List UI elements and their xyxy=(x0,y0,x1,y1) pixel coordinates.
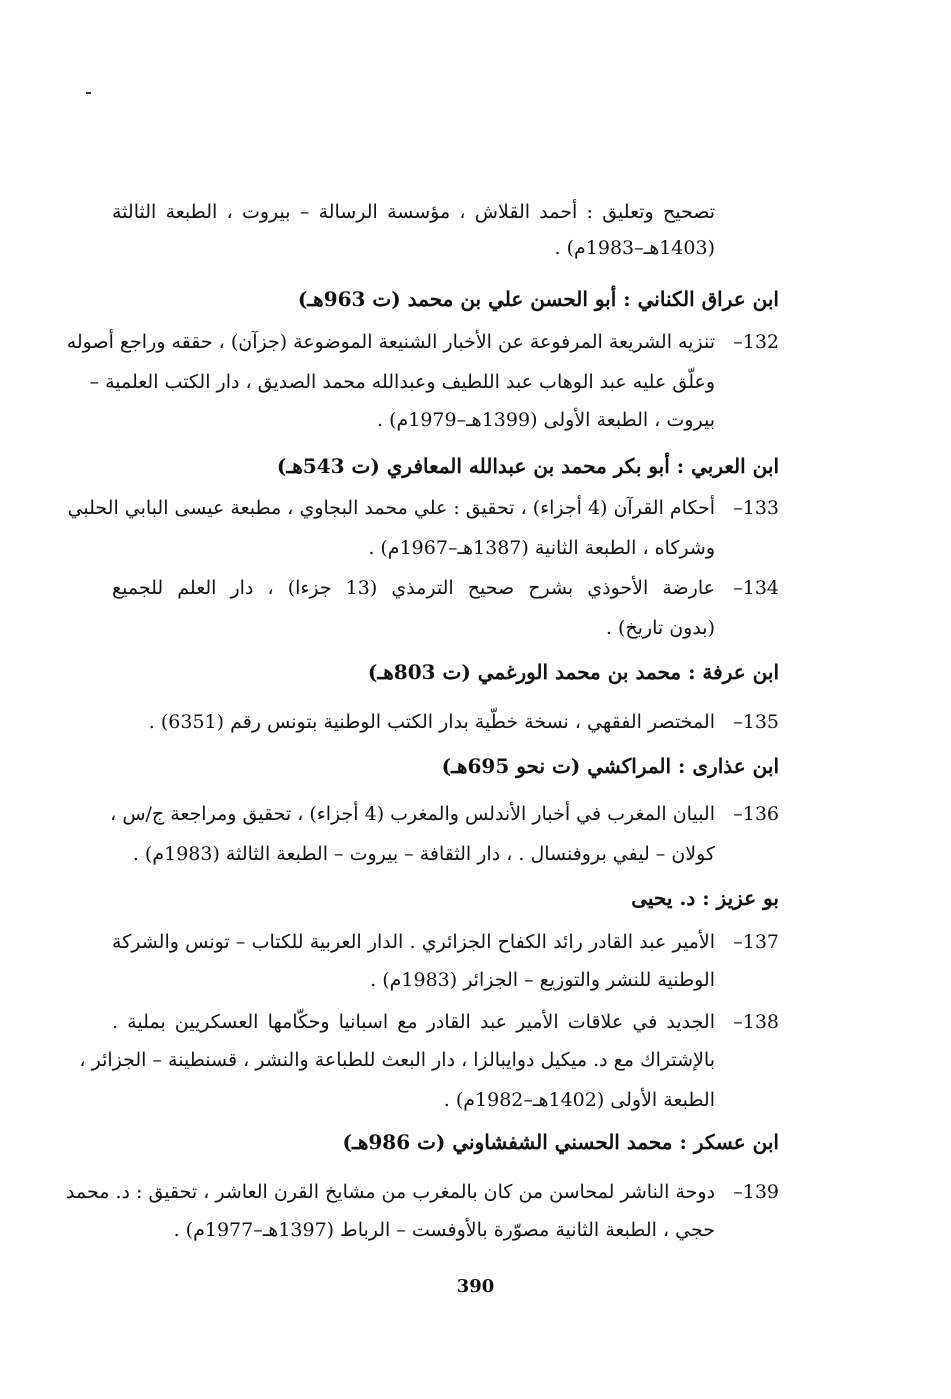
entry-138-line-1: الجديد في علاقات الأمير عبد القادر مع اسبانيا وحكّامها العسكريين بملية . xyxy=(112,1011,715,1033)
author-heading: ابن عذارى : المراكشي (ت نحو 695هـ) xyxy=(441,754,779,778)
entry-139-line-1: دوحة الناشر لمحاسن من كان بالمغرب من مشايخ القرن العاشر ، تحقيق : د. محمد xyxy=(66,1181,715,1203)
entry-138-line-2: بالإشتراك مع د. ميكيل دوايبالزا ، دار البعث للطباعة والنشر ، قسنطينة – الجزائر ، xyxy=(79,1049,715,1071)
author-heading: بو عزيز : د. يحيى xyxy=(631,886,779,910)
entry-139-line-2: حجي ، الطبعة الثانية مصوّرة بالأوفست – الرباط (1397هـ–1977م) . xyxy=(173,1219,715,1241)
entry-number: 137– xyxy=(733,931,779,953)
author-heading: ابن عسكر : محمد الحسني الشفشاوني (ت 986هـ) xyxy=(342,1130,779,1154)
entry-131-line-2: (1403هـ–1983م) . xyxy=(554,237,715,259)
entry-132-line-1: تنزيه الشريعة المرفوعة عن الأخبار الشنيعة الموضوعة (جزآن) ، حققه وراجع أصوله xyxy=(66,331,715,353)
entry-number: 135– xyxy=(733,711,779,733)
entry-133-line-2: وشركاه ، الطبعة الثانية (1387هـ–1967م) . xyxy=(368,537,715,559)
entry-number: 139– xyxy=(733,1181,779,1203)
entry-131-line-1: تصحيح وتعليق : أحمد القلاش ، مؤسسة الرسالة – بيروت ، الطبعة الثالثة xyxy=(112,201,715,223)
entry-136-line-1: البيان المغرب في أخبار الأندلس والمغرب (4 أجزاء) ، تحقيق ومراجعة ج/س ، xyxy=(110,803,715,825)
author-heading: ابن العربي : أبو بكر محمد بن عبدالله المعافري (ت 543هـ) xyxy=(276,454,779,478)
author-heading: ابن عراق الكناني : أبو الحسن علي بن محمد (ت 963هـ) xyxy=(297,287,779,311)
page-number: 390 xyxy=(456,1276,495,1297)
entry-134-line-2: (بدون تاريخ) . xyxy=(605,617,715,639)
entry-133-line-1: أحكام القرآن (4 أجزاء) ، تحقيق : علي محمد البجاوي ، مطبعة عيسى البابي الحلبي xyxy=(67,497,715,519)
entry-number: 138– xyxy=(733,1011,779,1033)
author-heading: ابن عرفة : محمد بن محمد الورغمي (ت 803هـ) xyxy=(367,660,779,684)
entry-number: 136– xyxy=(733,803,779,825)
entry-number: 134– xyxy=(733,577,779,599)
scan-mark xyxy=(86,92,91,94)
entry-132-line-2: وعلّق عليه عبد الوهاب عبد اللطيف وعبدالله محمد الصديق ، دار الكتب العلمية – xyxy=(89,371,715,393)
entry-137-line-1: الأمير عبد القادر رائد الكفاح الجزائري . الدار العربية للكتاب – تونس والشركة xyxy=(112,931,715,953)
entry-number: 133– xyxy=(733,497,779,519)
entry-132-line-3: بيروت ، الطبعة الأولى (1399هـ–1979م) . xyxy=(376,409,715,431)
entry-137-line-2: الوطنية للنشر والتوزيع – الجزائر (1983م) . xyxy=(370,969,715,991)
entry-number: 132– xyxy=(733,331,779,353)
entry-136-line-2: كولان – ليفي بروفنسال . ، دار الثقافة – بيروت – الطبعة الثالثة (1983م) . xyxy=(132,843,715,865)
entry-134-line-1: عارضة الأحوذي بشرح صحيح الترمذي (13 جزءا) ، دار العلم للجميع xyxy=(112,577,715,599)
entry-135-line-1: المختصر الفقهي ، نسخة خطّية بدار الكتب الوطنية بتونس رقم (6351) . xyxy=(148,711,715,733)
entry-138-line-3: الطبعة الأولى (1402هـ–1982م) . xyxy=(443,1089,715,1111)
